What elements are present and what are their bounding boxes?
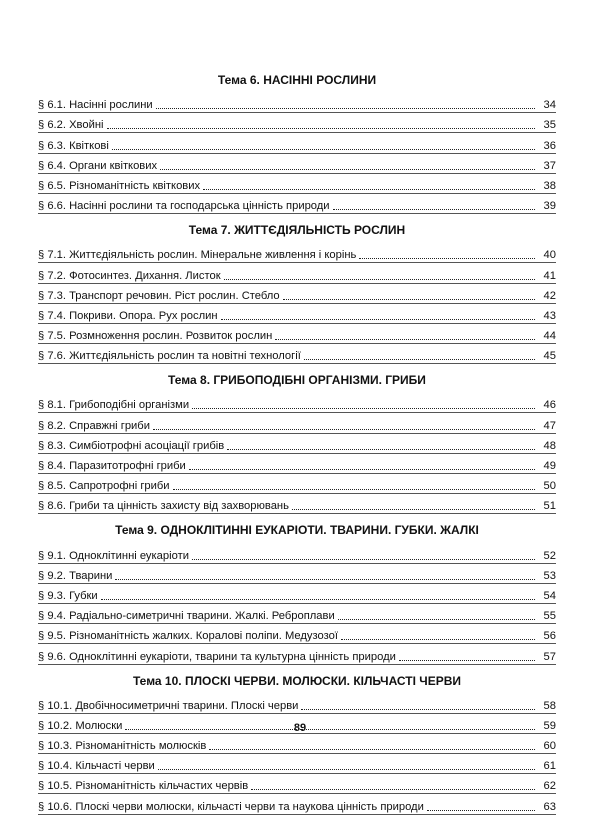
toc-entry bbox=[38, 113, 556, 133]
dot-leader bbox=[156, 108, 535, 109]
toc-entry bbox=[38, 474, 556, 494]
entry-title: § 8.5. Сапротрофні гриби bbox=[38, 480, 170, 493]
dot-leader bbox=[209, 749, 535, 750]
entry-page-number: 37 bbox=[543, 159, 556, 172]
entry-title: § 8.2. Справжні гриби bbox=[38, 419, 150, 432]
entry-page-number: 41 bbox=[543, 269, 556, 282]
entry-title: § 9.4. Радіально-симетричні тварини. Жалкі. Реброплави bbox=[38, 610, 335, 623]
toc-entry bbox=[38, 413, 556, 433]
dot-leader bbox=[359, 258, 535, 259]
dot-leader bbox=[107, 128, 535, 129]
entry-page-number: 51 bbox=[543, 500, 556, 513]
section-heading: Тема 8. ГРИБОПОДІБНІ ОРГАНІЗМИ. ГРИБИ bbox=[168, 373, 426, 388]
dot-leader bbox=[292, 509, 535, 510]
toc-entry bbox=[38, 644, 556, 664]
toc-entry bbox=[38, 133, 556, 153]
entry-page-number: 58 bbox=[543, 699, 556, 712]
entry-title: § 7.3. Транспорт речовин. Ріст рослин. Стебло bbox=[38, 289, 280, 302]
dot-leader bbox=[112, 149, 535, 150]
section-heading: Тема 7. ЖИТТЄДІЯЛЬНІСТЬ РОСЛИН bbox=[188, 223, 406, 238]
toc-entry bbox=[38, 754, 556, 774]
toc-entry bbox=[38, 564, 556, 584]
toc-entry bbox=[38, 494, 556, 514]
entry-page-number: 61 bbox=[543, 760, 556, 773]
toc-entry bbox=[38, 263, 556, 283]
entry-title: § 10.5. Різноманітність кільчастих червів bbox=[38, 780, 249, 793]
dot-leader bbox=[283, 299, 535, 300]
toc-entry bbox=[38, 624, 556, 644]
dot-leader bbox=[224, 279, 535, 280]
entry-page-number: 43 bbox=[543, 309, 556, 322]
dot-leader bbox=[333, 209, 535, 210]
entry-title: § 9.5. Різноманітність жалких. Коралові поліпи. Медузозої bbox=[38, 630, 338, 643]
dot-leader bbox=[153, 429, 535, 430]
entry-title: § 10.2. Молюски bbox=[38, 719, 123, 732]
entry-page-number: 50 bbox=[543, 480, 556, 493]
entry-title: § 6.4. Органи квіткових bbox=[38, 159, 158, 172]
toc-entry bbox=[38, 284, 556, 304]
entry-title: § 7.5. Розмноження рослин. Розвиток рослин bbox=[38, 330, 273, 343]
toc-entry bbox=[38, 543, 556, 563]
entry-title: § 7.4. Покриви. Опора. Рух рослин bbox=[38, 309, 218, 322]
entry-title: § 8.1. Грибоподібні організми bbox=[38, 399, 190, 412]
entry-page-number: 38 bbox=[543, 179, 556, 192]
toc-entry bbox=[38, 344, 556, 364]
dot-leader bbox=[275, 339, 535, 340]
dot-leader bbox=[160, 169, 535, 170]
dot-leader bbox=[192, 559, 535, 560]
toc-entry bbox=[38, 434, 556, 454]
entry-page-number: 54 bbox=[543, 589, 556, 602]
toc-entry bbox=[38, 154, 556, 174]
entry-title: § 7.2. Фотосинтез. Дихання. Листок bbox=[38, 269, 221, 282]
entry-title: § 10.3. Різноманітність молюсків bbox=[38, 740, 207, 753]
entry-title: § 9.3. Губки bbox=[38, 589, 98, 602]
entry-title: § 9.6. Одноклітинні еукаріоти, тварини та культурна цінність природи bbox=[38, 650, 396, 663]
entry-page-number: 62 bbox=[543, 780, 556, 793]
entry-title: § 6.2. Хвойні bbox=[38, 119, 104, 132]
toc-entry bbox=[38, 794, 556, 814]
dot-leader bbox=[221, 319, 535, 320]
entry-page-number: 48 bbox=[543, 439, 556, 452]
dot-leader bbox=[227, 449, 535, 450]
entry-page-number: 44 bbox=[543, 330, 556, 343]
entry-page-number: 36 bbox=[543, 139, 556, 152]
dot-leader bbox=[251, 789, 535, 790]
toc-entry bbox=[38, 304, 556, 324]
entry-title: § 9.1. Одноклітинні еукаріоти bbox=[38, 549, 189, 562]
entry-page-number: 57 bbox=[543, 650, 556, 663]
entry-title: § 6.5. Різноманітність квіткових bbox=[38, 179, 201, 192]
dot-leader bbox=[304, 359, 535, 360]
dot-leader bbox=[399, 660, 535, 661]
entry-page-number: 39 bbox=[543, 200, 556, 213]
section-heading: Тема 9. ОДНОКЛІТИННІ ЕУКАРІОТИ. ТВАРИНИ. ГУБКИ. ЖАЛКІ bbox=[115, 523, 479, 538]
entry-page-number: 53 bbox=[543, 569, 556, 582]
toc-entry bbox=[38, 93, 556, 113]
entry-title: § 10.4. Кільчасті черви bbox=[38, 760, 155, 773]
entry-title: § 8.3. Симбіотрофні асоціації грибів bbox=[38, 439, 225, 452]
page-number: 89 bbox=[293, 722, 307, 734]
section-heading: Тема 10. ПЛОСКІ ЧЕРВИ. МОЛЮСКИ. КІЛЬЧАСТІ ЧЕРВИ bbox=[132, 673, 462, 688]
toc-entry bbox=[38, 734, 556, 754]
entry-page-number: 45 bbox=[543, 350, 556, 363]
entry-title: § 10.6. Плоскі черви молюски, кільчасті черви та наукова цінність природи bbox=[38, 800, 424, 813]
toc-entry bbox=[38, 584, 556, 604]
entry-page-number: 59 bbox=[543, 719, 556, 732]
entry-page-number: 35 bbox=[543, 119, 556, 132]
entry-title: § 7.6. Життєдіяльність рослин та новітні технології bbox=[38, 350, 301, 363]
entry-page-number: 63 bbox=[543, 800, 556, 813]
entry-page-number: 47 bbox=[543, 419, 556, 432]
toc-entry bbox=[38, 174, 556, 194]
toc-entry bbox=[38, 774, 556, 794]
dot-leader bbox=[115, 579, 535, 580]
dot-leader bbox=[101, 599, 535, 600]
entry-page-number: 34 bbox=[543, 99, 556, 112]
entry-title: § 6.6. Насінні рослини та господарська цінність природи bbox=[38, 200, 330, 213]
entry-page-number: 56 bbox=[543, 630, 556, 643]
entry-page-number: 42 bbox=[543, 289, 556, 302]
dot-leader bbox=[189, 469, 535, 470]
entry-page-number: 60 bbox=[543, 740, 556, 753]
entry-title: § 6.1. Насінні рослини bbox=[38, 99, 153, 112]
dot-leader bbox=[338, 619, 535, 620]
toc-entry bbox=[38, 194, 556, 214]
entry-title: § 6.3. Квіткові bbox=[38, 139, 109, 152]
dot-leader bbox=[301, 709, 535, 710]
toc-section bbox=[38, 522, 556, 664]
entry-page-number: 55 bbox=[543, 610, 556, 623]
toc-entry bbox=[38, 324, 556, 344]
dot-leader bbox=[173, 489, 535, 490]
toc-section bbox=[38, 72, 556, 214]
entry-page-number: 52 bbox=[543, 549, 556, 562]
dot-leader bbox=[158, 769, 535, 770]
toc-entry bbox=[38, 604, 556, 624]
toc-entry bbox=[38, 243, 556, 263]
dot-leader bbox=[427, 810, 535, 811]
dot-leader bbox=[341, 639, 535, 640]
dot-leader bbox=[203, 189, 535, 190]
table-of-contents bbox=[38, 72, 556, 823]
entry-page-number: 49 bbox=[543, 460, 556, 472]
entry-page-number: 46 bbox=[543, 399, 556, 412]
entry-title: § 7.1. Життєдіяльність рослин. Мінеральне живлення і корінь bbox=[38, 249, 357, 262]
entry-title: § 8.4. Паразитотрофні гриби bbox=[38, 460, 186, 472]
toc-section bbox=[38, 372, 556, 514]
toc-entry bbox=[38, 393, 556, 413]
entry-title: § 8.6. Гриби та цінність захисту від захворювань bbox=[38, 500, 289, 513]
toc-section bbox=[38, 673, 556, 815]
toc-entry bbox=[38, 694, 556, 714]
entry-title: § 10.1. Двобічносиметричні тварини. Плоскі черви bbox=[38, 699, 299, 712]
toc-section bbox=[38, 222, 556, 364]
entry-title: § 9.2. Тварини bbox=[38, 569, 113, 582]
toc-entry bbox=[38, 454, 556, 474]
dot-leader bbox=[192, 408, 535, 409]
entry-page-number: 40 bbox=[543, 249, 556, 262]
section-heading: Тема 6. НАСІННІ РОСЛИНИ bbox=[217, 73, 377, 87]
